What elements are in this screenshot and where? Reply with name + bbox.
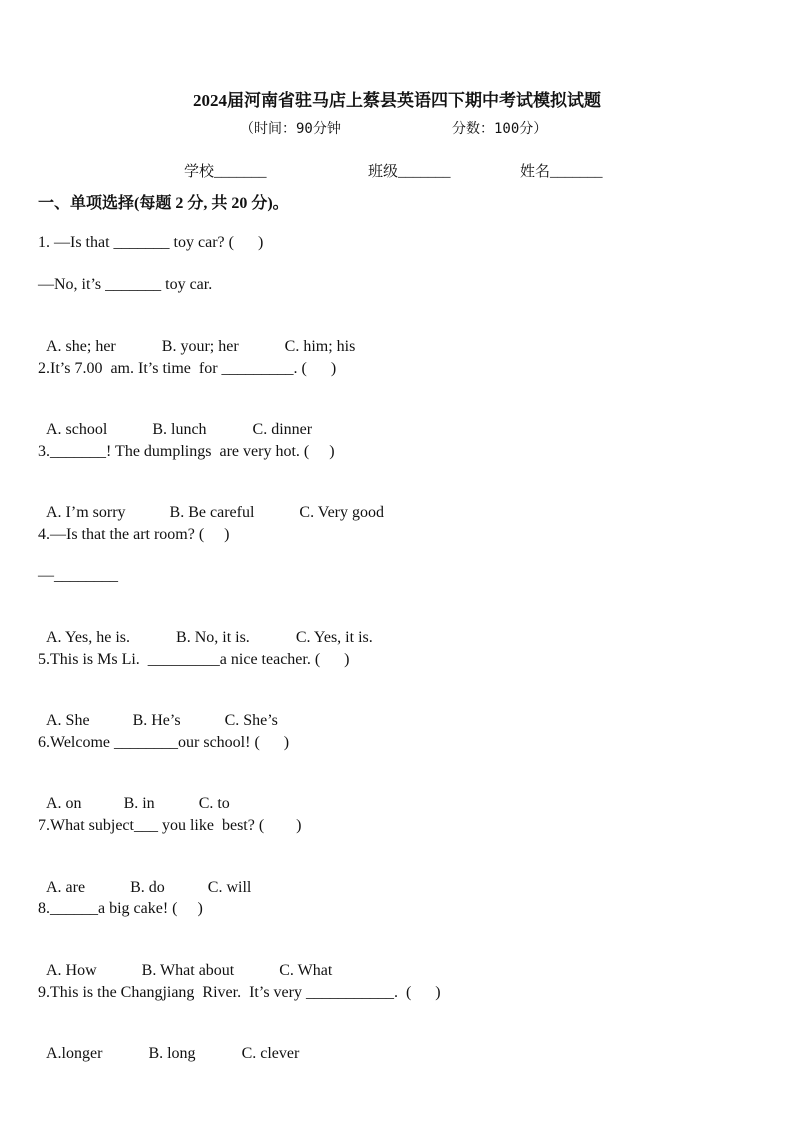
option-b: B. What about <box>141 962 235 979</box>
question-9-options <box>38 1024 299 1064</box>
option-b: B. No, it is. <box>176 629 250 646</box>
question-7-options <box>38 858 251 898</box>
exam-time: （时间：90分钟 <box>240 121 341 137</box>
option-b: B. lunch <box>152 421 207 438</box>
section-heading: 一、单项选择(每题 2 分, 共 20 分)。 <box>38 195 289 212</box>
option-c: C. Yes, it is. <box>295 629 373 646</box>
class-field: 班级_______ <box>368 164 451 180</box>
question-2: 2.It’s 7.00 am. It’s time for _________. ( ) <box>38 360 337 377</box>
question-9: 9.This is the Changjiang River. It’s very ___________. ( ) <box>38 984 441 1001</box>
option-a: A. How <box>46 962 97 979</box>
option-b: B. long <box>148 1045 196 1062</box>
question-2-options <box>38 400 312 440</box>
option-b: B. your; her <box>161 338 239 355</box>
option-c: C. dinner <box>252 421 313 438</box>
question-6: 6.Welcome ________our school! ( ) <box>38 734 290 751</box>
option-a: A. I’m sorry <box>46 504 126 521</box>
question-1-line-1: 1. —Is that _______ toy car? ( ) <box>38 234 264 251</box>
question-5-options <box>38 691 278 731</box>
option-c: C. will <box>207 879 252 896</box>
question-8-options <box>38 941 332 981</box>
question-3: 3._______! The dumplings are very hot. ( ) <box>38 443 335 460</box>
name-field: 姓名_______ <box>520 164 603 180</box>
question-5: 5.This is Ms Li. _________a nice teacher. ( ) <box>38 651 350 668</box>
school-field: 学校_______ <box>184 164 267 180</box>
question-4-options <box>38 608 373 648</box>
question-1-line-2: —No, it’s _______ toy car. <box>38 276 213 293</box>
question-6-options <box>38 774 230 814</box>
question-4-line-2: —________ <box>38 567 118 584</box>
option-c: C. to <box>198 795 230 812</box>
option-c: C. She’s <box>224 712 278 729</box>
exam-score: 分数：100分） <box>452 121 548 137</box>
option-a: A. are <box>46 879 86 896</box>
option-b: B. in <box>123 795 155 812</box>
question-8: 8.______a big cake! ( ) <box>38 900 203 917</box>
option-b: B. He’s <box>132 712 181 729</box>
option-a: A. on <box>46 795 82 812</box>
option-c: C. clever <box>241 1045 300 1062</box>
option-a: A. she; her <box>46 338 116 355</box>
option-c: C. him; his <box>284 338 356 355</box>
option-a: A. Yes, he is. <box>46 629 131 646</box>
option-b: B. Be careful <box>169 504 255 521</box>
question-1-options <box>38 317 355 357</box>
page-title: 2024届河南省驻马店上蔡县英语四下期中考试模拟试题 <box>193 91 601 110</box>
option-a: A. She <box>46 712 90 729</box>
option-c: C. What <box>279 962 333 979</box>
option-c: C. Very good <box>299 504 384 521</box>
question-3-options <box>38 483 384 523</box>
option-a: A. school <box>46 421 108 438</box>
option-b: B. do <box>130 879 165 896</box>
question-4-line-1: 4.—Is that the art room? ( ) <box>38 526 230 543</box>
question-7: 7.What subject___ you like best? ( ) <box>38 817 302 834</box>
option-a: A.longer <box>46 1045 103 1062</box>
